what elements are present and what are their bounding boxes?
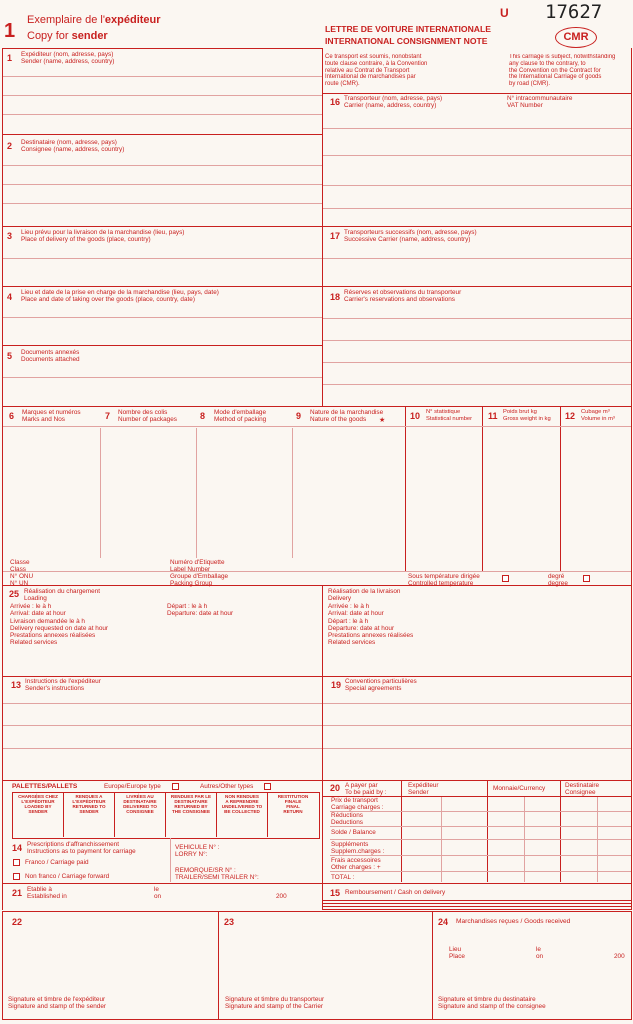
carrier-label-en: Carrier (name, address, country) (344, 102, 437, 109)
carrier-signature-label: Signature et timbre du transporteur Signature and stamp of the Carrier (225, 996, 325, 1010)
copy-label-en: Copy for sender (27, 30, 108, 42)
sender-label-fr: Expéditeur (nom, adresse, pays) (21, 51, 114, 58)
pallets-col-loaded: CHARGÉES CHEZ L'EXPÉDITEUR LOADED BY SENDER (18, 794, 58, 814)
title-en: INTERNATIONAL CONSIGNMENT NOTE (325, 36, 488, 46)
currency-column-label: Monnaie/Currency (493, 785, 546, 792)
delivery-place-label-en: Place of delivery of the goods (place, country) (21, 236, 151, 243)
delivery-arrival: Arrivée : le à h Arrival: date at hour (328, 603, 384, 617)
packing-label-en: Method of packing (214, 416, 267, 423)
legal-text-fr: Ce transport est soumis, nonobstant toute clause contraire, à la Convention relative au Contrat de Transport International de marchandises par route (CMR). (325, 54, 428, 88)
controlled-temp-label: Sous température dirigée Controlled temperature (408, 573, 480, 587)
col-10-number: 10 (410, 411, 421, 421)
col-9-number: 9 (296, 411, 302, 421)
vat-label-en: VAT Number (507, 102, 543, 109)
loading-arrival: Arrivée : le à h Arrival: date at hour (10, 603, 66, 617)
goods-received-place-label: Lieu Place (449, 946, 465, 960)
degree-label: degré degree (548, 573, 568, 587)
carrier-label-fr: Transporteur (nom, adresse, pays) (344, 95, 443, 102)
consignee-label-fr: Destinataire (nom, adresse, pays) (21, 139, 117, 146)
goods-nature-label-en: Nature of the goods (310, 416, 367, 423)
weight-label-en: Gross weight in kg (503, 416, 551, 422)
volume-label-fr: Cubage m³ (581, 409, 610, 415)
loading-label-en: Loading (24, 595, 47, 602)
box-25-number: 25 (9, 589, 20, 599)
reservations-label-fr: Réserves et observations du transporteur (344, 289, 462, 296)
box-13-number: 13 (11, 680, 22, 690)
goods-nature-label-fr: Nature de la marchandise (310, 409, 384, 416)
box-21-number: 21 (12, 888, 23, 898)
sender-instructions-en: Sender's instructions (25, 685, 85, 692)
consignee-signature-label: Signature et timbre du destinataire Signature and stamp of the consignee (438, 996, 546, 1010)
delivery-related-services: Prestations annexes réalisées Related services (328, 632, 414, 646)
box-15-number: 15 (330, 888, 341, 898)
established-label-fr: Etablie à (27, 886, 52, 893)
carriage-forward-label: Non franco / Carriage forward (25, 873, 110, 880)
packages-label-fr: Nombre des colis (118, 409, 168, 416)
box-4-number: 4 (7, 292, 13, 302)
marks-label-en: Marks and Nos (22, 416, 65, 423)
box-20-number: 20 (330, 783, 341, 793)
balance-label: Solde / Balance (331, 829, 376, 836)
letter-u: U (500, 6, 509, 20)
deductions-label: Réductions Deductions (331, 812, 363, 826)
copy-number: 1 (4, 20, 16, 42)
delivery-label-fr: Réalisation de la livraison (328, 588, 401, 595)
vat-label-fr: N° intracommunautaire (507, 95, 573, 102)
box-1-number: 1 (7, 53, 13, 63)
sender-label-en: Sender (name, address, country) (21, 58, 115, 65)
box-3-number: 3 (7, 231, 13, 241)
successive-carrier-label-fr: Transporteurs successifs (nom, adresse, pays) (344, 229, 477, 236)
col-6-number: 6 (9, 411, 15, 421)
documents-label-fr: Documents annexés (21, 349, 80, 356)
box-5-number: 5 (7, 351, 13, 361)
box-23-number: 23 (224, 917, 235, 927)
box-16-number: 16 (330, 97, 341, 107)
pallets-col-final-return: RESTITUTION FINALE FINAL RETURN (277, 794, 309, 814)
pallets-europe-label: Europe/Europe type (104, 783, 161, 790)
trailer-number-label: REMORQUE/SR N° : TRAILER/SEMI TRAILER N°: (175, 867, 259, 881)
carriage-paid-checkbox[interactable] (13, 859, 20, 866)
successive-carrier-label-en: Successive Carrier (name, address, country) (344, 236, 471, 243)
col-7-number: 7 (105, 411, 111, 421)
col-12-number: 12 (565, 411, 576, 421)
copy-label-fr: Exemplaire de l'expéditeur (27, 14, 161, 26)
label-number-label: Numéro d'Etiquette Label Number (170, 559, 225, 573)
un-number-label: N° ONU N° UN (10, 573, 34, 587)
supplementary-charges-label: Suppléments Supplem.charges : (331, 841, 385, 855)
box-24-number: 24 (438, 917, 449, 927)
sender-instructions-fr: Instructions de l'expéditeur (25, 678, 101, 685)
total-label: TOTAL : (331, 874, 355, 881)
pallets-col-returned-consignee: RENDUES PAR LE DESTINATAIRE RETURNED BY THE CONSIGNEE (170, 794, 212, 814)
pallets-col-undelivered: NON RENDUES A REPRENDRE UNDELIVERED TO BE COLLECTED (221, 794, 263, 814)
box-22-number: 22 (12, 917, 23, 927)
packages-label-en: Number of packages (118, 416, 177, 423)
payment-instructions-en: Instructions as to payment for carriage (27, 848, 136, 855)
established-date-label: le on (154, 886, 162, 900)
payment-instructions-fr: Prescriptions d'affranchissement (27, 841, 120, 848)
pallets-other-label: Autres/Other types (200, 783, 254, 790)
reservations-label-en: Carrier's reservations and observations (344, 296, 455, 303)
packing-group-label: Groupe d'Emballage Packing Group (170, 573, 229, 587)
marks-label-fr: Marques et numéros (22, 409, 81, 416)
to-be-paid-by-label: A payer par To be paid by : (345, 782, 387, 796)
special-agreements-en: Special agreements (345, 685, 402, 692)
statistical-label-fr: N° statistique (426, 409, 461, 415)
special-agreements-fr: Conventions particulières (345, 678, 417, 685)
col-11-number: 11 (488, 411, 498, 421)
carriage-forward-checkbox[interactable] (13, 873, 20, 880)
pallets-europe-checkbox[interactable] (172, 783, 179, 790)
title-fr: LETTRE DE VOITURE INTERNATIONALE (325, 24, 491, 34)
established-label-en: Established in (27, 893, 67, 900)
weight-label-fr: Poids brut kg (503, 409, 537, 415)
cash-on-delivery-hatch (323, 898, 631, 910)
class-label: Classe Class (10, 559, 30, 573)
takeover-label-fr: Lieu et date de la prise en charge de la marchandise (lieu, pays, date) (21, 289, 219, 296)
legal-text-en: This carriage is subject, notwithstanding any clause to the contrary, to the Convention on the Contract for the International Carriage of goods by road (CMR). (509, 54, 616, 88)
pallets-other-checkbox[interactable] (264, 783, 271, 790)
statistical-label-en: Statistical number (426, 416, 473, 422)
degree-checkbox[interactable] (583, 575, 590, 582)
box-19-number: 19 (331, 680, 342, 690)
consignee-label-en: Consignee (name, address, country) (21, 146, 125, 153)
box-18-number: 18 (330, 292, 341, 302)
loading-related-services: Prestations annexes réalisées Related services (10, 632, 96, 646)
lorry-number-label: VEHICULE N° : LORRY N°: (175, 844, 220, 858)
cmr-badge: CMR (555, 27, 597, 48)
cash-on-delivery-label: Remboursement / Cash on delivery (345, 889, 446, 896)
volume-label-en: Volume in m³ (581, 416, 615, 422)
goods-received-date-label: le on (536, 946, 544, 960)
loading-label-fr: Réalisation du chargement (24, 588, 101, 595)
consignee-column-label: Destinataire Consignee (565, 782, 600, 796)
documents-label-en: Documents attached (21, 356, 80, 363)
carriage-charges-label: Prix de transport Carriage charges : (331, 797, 384, 811)
carriage-paid-label: Franco / Carriage paid (25, 859, 89, 866)
controlled-temp-checkbox[interactable] (502, 575, 509, 582)
sender-signature-label: Signature et timbre de l'expéditeur Signature and stamp of the sender (8, 996, 107, 1010)
box-2-number: 2 (7, 141, 13, 151)
delivery-label-en: Delivery (328, 595, 352, 602)
delivery-departure: Départ : le à h Departure: date at hour (328, 618, 395, 632)
packing-label-fr: Mode d'emballage (214, 409, 267, 416)
loading-departure: Départ : le à h Departure: date at hour (167, 603, 234, 617)
goods-received-year: 200 (614, 953, 625, 960)
delivery-place-label-fr: Lieu prévu pour la livraison de la marchandise (lieu, pays) (21, 229, 185, 236)
serial-number: 17627 (545, 1, 603, 23)
pallets-col-delivered: LIVRÉES AU DESTINATAIRE DELIVERED TO CONSIGNEE (123, 794, 157, 814)
hazard-star-icon: ★ (379, 417, 386, 424)
box-14-number: 14 (12, 843, 23, 853)
established-year: 200 (276, 893, 287, 900)
other-charges-label: Frais accessoires Other charges : + (331, 857, 381, 871)
box-17-number: 17 (330, 231, 341, 241)
takeover-label-en: Place and date of taking over the goods (place, country, date) (21, 296, 195, 303)
sender-column-label: Expéditeur Sender (408, 782, 439, 796)
col-8-number: 8 (200, 411, 206, 421)
goods-received-label: Marchandises reçues / Goods received (456, 918, 571, 925)
delivery-requested: Livraison demandée le à h Delivery requested on date at hour (10, 618, 109, 632)
pallets-col-returned-sender: RENDUES A L'EXPÉDITEUR RETURNED TO SENDER (72, 794, 106, 814)
pallets-title: PALETTES/PALLETS (12, 783, 78, 790)
